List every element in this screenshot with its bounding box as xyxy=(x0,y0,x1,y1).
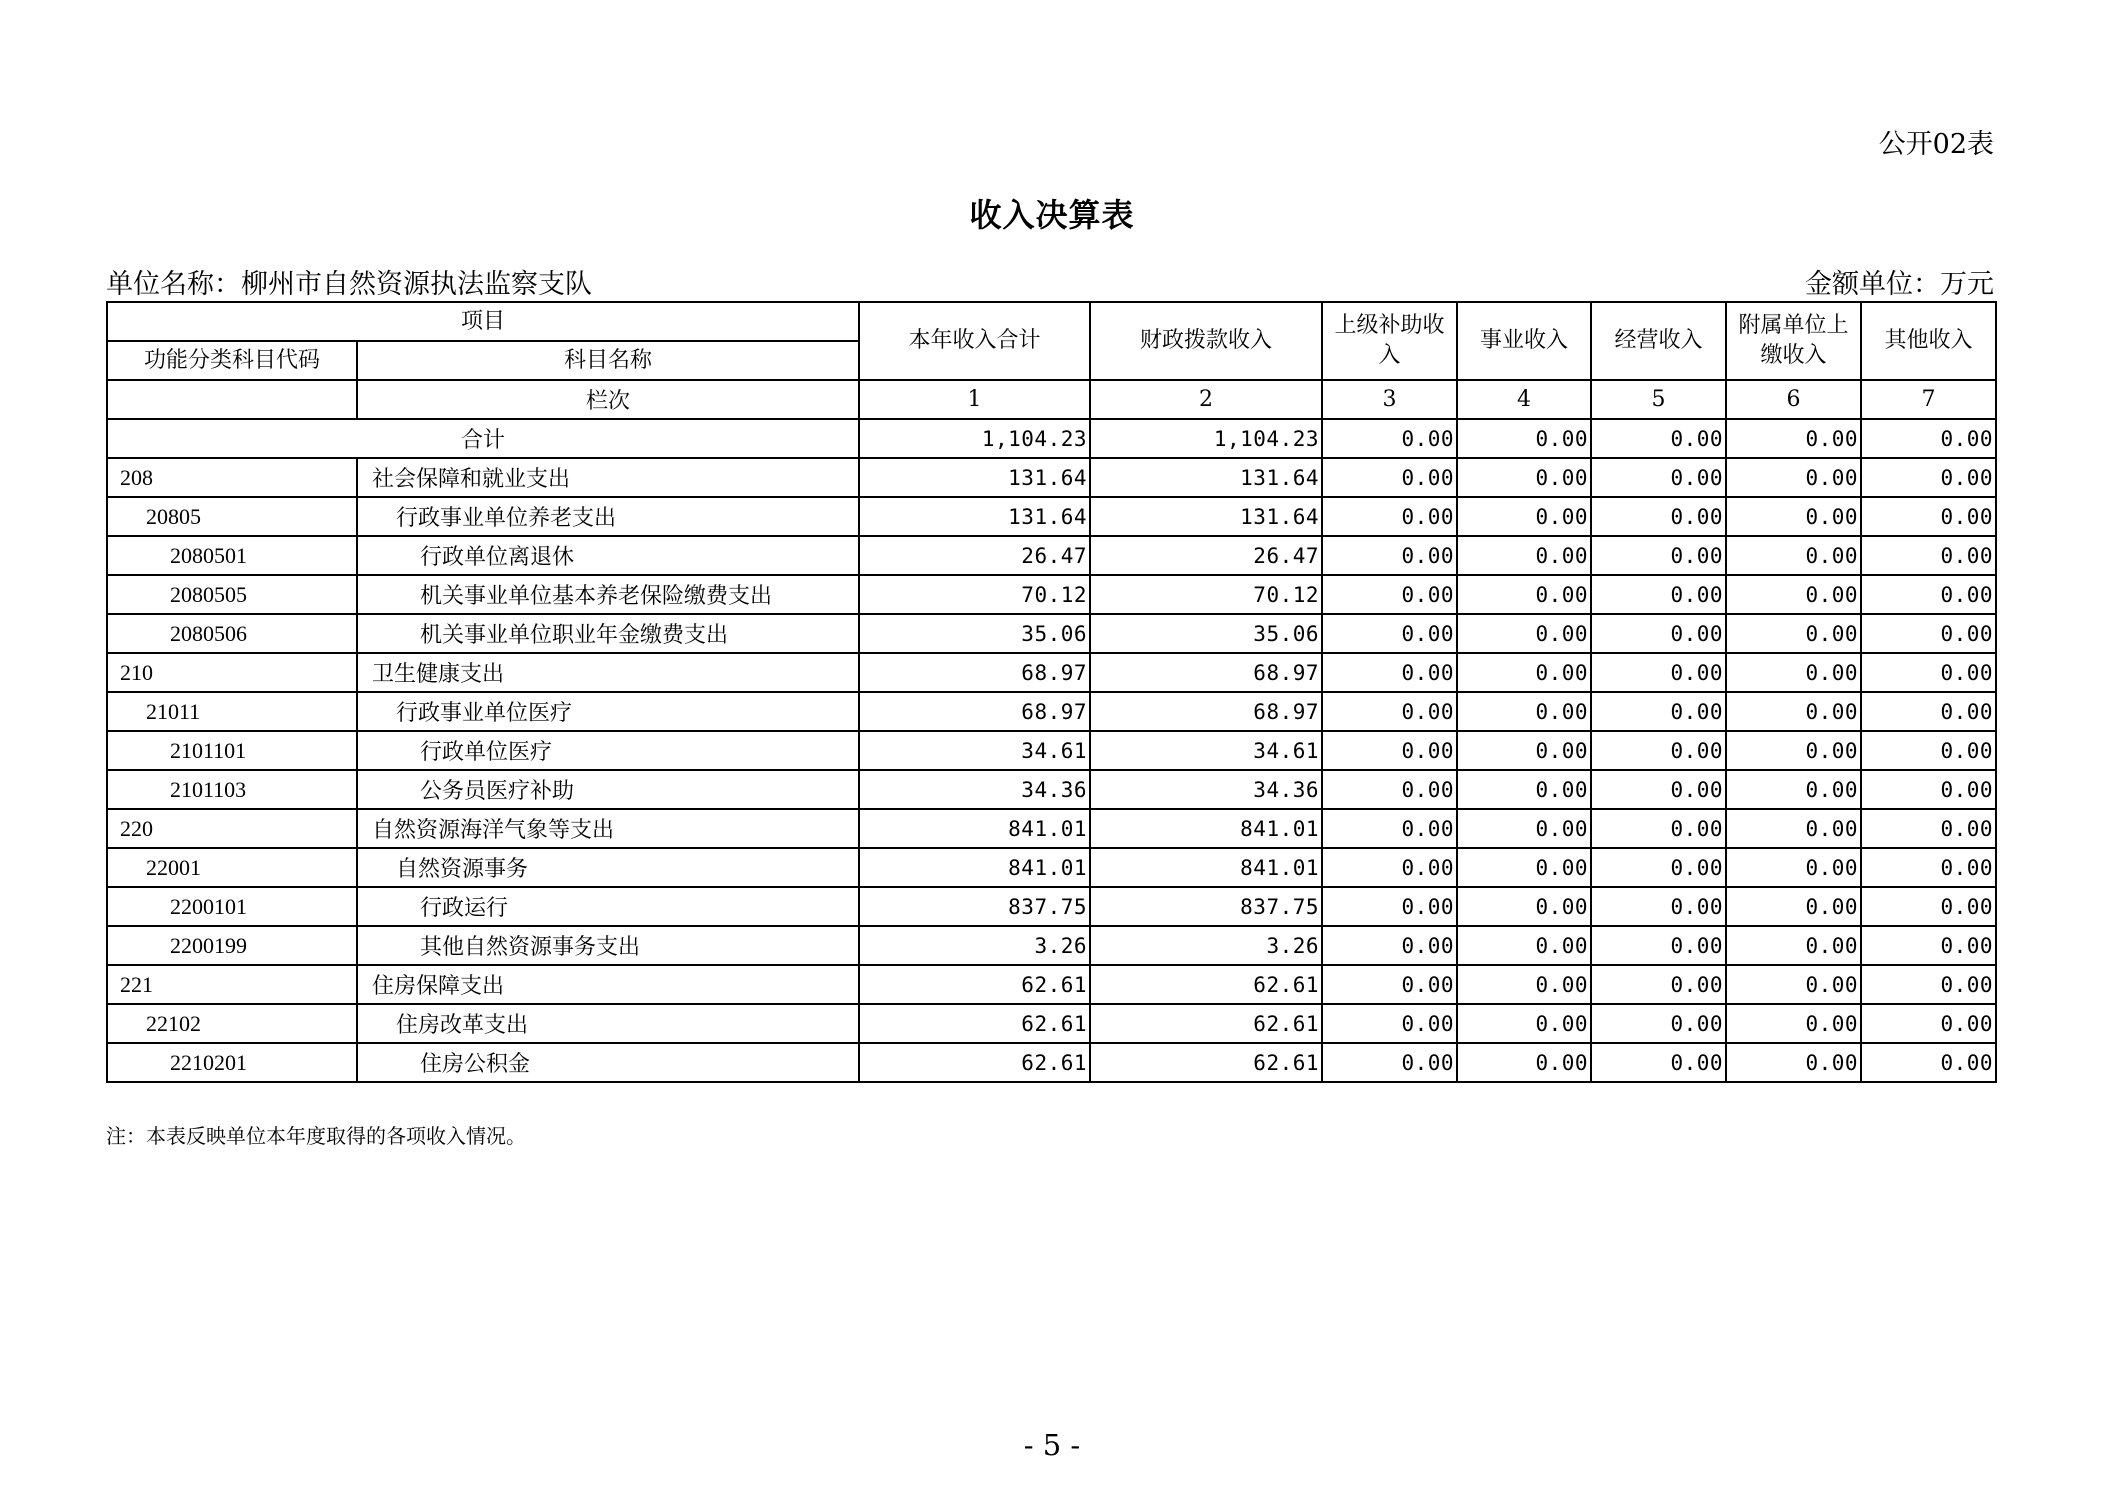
subject-code: 2101101 xyxy=(107,731,357,770)
amount-cell: 0.00 xyxy=(1591,575,1726,614)
subject-code: 22102 xyxy=(107,1004,357,1043)
amount-cell: 68.97 xyxy=(1090,653,1322,692)
header-affiliated: 附属单位上缴收入 xyxy=(1726,302,1861,380)
amount-cell: 0.00 xyxy=(1591,653,1726,692)
col-num: 2 xyxy=(1090,380,1322,419)
amount-cell: 62.61 xyxy=(859,965,1090,1004)
amount-cell: 0.00 xyxy=(1861,1043,1996,1082)
amount-cell: 0.00 xyxy=(1726,536,1861,575)
subject-code: 2080501 xyxy=(107,536,357,575)
amount-cell: 0.00 xyxy=(1726,965,1861,1004)
amount-cell: 0.00 xyxy=(1861,926,1996,965)
amount-cell: 3.26 xyxy=(1090,926,1322,965)
amount-unit: 金额单位：万元 xyxy=(1805,269,1994,300)
amount-cell: 0.00 xyxy=(1591,692,1726,731)
amount-cell: 0.00 xyxy=(1322,653,1457,692)
subject-name: 行政单位医疗 xyxy=(357,731,859,770)
amount-cell: 131.64 xyxy=(1090,497,1322,536)
col-label: 栏次 xyxy=(357,380,859,419)
amount-cell: 35.06 xyxy=(1090,614,1322,653)
amount-cell: 0.00 xyxy=(1591,458,1726,497)
amount-cell: 0.00 xyxy=(1591,848,1726,887)
col-num: 7 xyxy=(1861,380,1996,419)
amount-cell: 0.00 xyxy=(1861,770,1996,809)
subject-code: 22001 xyxy=(107,848,357,887)
amount-cell: 0.00 xyxy=(1322,536,1457,575)
amount-cell: 0.00 xyxy=(1861,965,1996,1004)
header-project: 项目 xyxy=(107,302,859,341)
amount-cell: 0.00 xyxy=(1322,887,1457,926)
table-row xyxy=(107,809,1996,848)
page-number: - 5 - xyxy=(1023,1428,1081,1462)
header-upper-subsidy: 上级补助收入 xyxy=(1322,302,1457,380)
total-value: 0.00 xyxy=(1322,419,1457,458)
amount-cell: 3.26 xyxy=(859,926,1090,965)
amount-cell: 68.97 xyxy=(859,692,1090,731)
table-row xyxy=(107,575,1996,614)
header-business: 事业收入 xyxy=(1457,302,1591,380)
amount-cell: 0.00 xyxy=(1726,614,1861,653)
table-row xyxy=(107,614,1996,653)
amount-cell: 841.01 xyxy=(1090,848,1322,887)
amount-cell: 0.00 xyxy=(1591,614,1726,653)
subject-code: 210 xyxy=(107,653,357,692)
amount-cell: 131.64 xyxy=(859,497,1090,536)
amount-cell: 0.00 xyxy=(1591,1004,1726,1043)
amount-cell: 0.00 xyxy=(1457,497,1591,536)
amount-cell: 0.00 xyxy=(1591,926,1726,965)
amount-cell: 0.00 xyxy=(1726,1004,1861,1043)
amount-cell: 0.00 xyxy=(1861,887,1996,926)
table-row xyxy=(107,770,1996,809)
subject-code: 220 xyxy=(107,809,357,848)
table-row xyxy=(107,692,1996,731)
amount-cell: 34.61 xyxy=(859,731,1090,770)
amount-cell: 0.00 xyxy=(1861,458,1996,497)
total-row xyxy=(107,419,1996,458)
subject-code: 21011 xyxy=(107,692,357,731)
subject-name: 自然资源事务 xyxy=(357,848,859,887)
table-row xyxy=(107,653,1996,692)
income-table xyxy=(106,301,1997,1083)
amount-cell: 0.00 xyxy=(1457,770,1591,809)
subject-name: 自然资源海洋气象等支出 xyxy=(357,809,859,848)
amount-cell: 62.61 xyxy=(1090,965,1322,1004)
amount-cell: 0.00 xyxy=(1726,809,1861,848)
col-num: 4 xyxy=(1457,380,1591,419)
amount-cell: 0.00 xyxy=(1726,458,1861,497)
amount-cell: 131.64 xyxy=(1090,458,1322,497)
amount-cell: 0.00 xyxy=(1322,770,1457,809)
amount-cell: 0.00 xyxy=(1726,653,1861,692)
subject-name: 机关事业单位基本养老保险缴费支出 xyxy=(357,575,859,614)
subject-code: 2101103 xyxy=(107,770,357,809)
amount-cell: 0.00 xyxy=(1591,497,1726,536)
amount-cell: 34.36 xyxy=(859,770,1090,809)
amount-cell: 70.12 xyxy=(859,575,1090,614)
amount-cell: 0.00 xyxy=(1861,614,1996,653)
amount-cell: 26.47 xyxy=(1090,536,1322,575)
amount-cell: 26.47 xyxy=(859,536,1090,575)
header-name: 科目名称 xyxy=(357,341,859,380)
table-row xyxy=(107,848,1996,887)
table-row xyxy=(107,926,1996,965)
subject-name: 行政单位离退休 xyxy=(357,536,859,575)
amount-cell: 0.00 xyxy=(1322,458,1457,497)
table-row xyxy=(107,887,1996,926)
subject-code: 2200199 xyxy=(107,926,357,965)
amount-cell: 0.00 xyxy=(1726,1043,1861,1082)
amount-cell: 0.00 xyxy=(1322,575,1457,614)
col-num: 1 xyxy=(859,380,1090,419)
subject-name: 行政事业单位医疗 xyxy=(357,692,859,731)
total-value: 0.00 xyxy=(1457,419,1591,458)
amount-cell: 0.00 xyxy=(1322,848,1457,887)
amount-cell: 0.00 xyxy=(1457,575,1591,614)
amount-cell: 0.00 xyxy=(1726,731,1861,770)
header-code: 功能分类科目代码 xyxy=(107,341,357,380)
amount-cell: 62.61 xyxy=(859,1043,1090,1082)
amount-cell: 0.00 xyxy=(1457,614,1591,653)
amount-cell: 0.00 xyxy=(1726,926,1861,965)
total-value: 1,104.23 xyxy=(1090,419,1322,458)
table-row xyxy=(107,731,1996,770)
amount-cell: 837.75 xyxy=(1090,887,1322,926)
subject-code: 2200101 xyxy=(107,887,357,926)
amount-cell: 0.00 xyxy=(1457,536,1591,575)
subject-name: 机关事业单位职业年金缴费支出 xyxy=(357,614,859,653)
subject-code: 2080506 xyxy=(107,614,357,653)
subject-code: 221 xyxy=(107,965,357,1004)
amount-cell: 841.01 xyxy=(1090,809,1322,848)
amount-cell: 0.00 xyxy=(1322,497,1457,536)
amount-cell: 0.00 xyxy=(1861,692,1996,731)
table-row xyxy=(107,458,1996,497)
subject-name: 住房改革支出 xyxy=(357,1004,859,1043)
amount-cell: 62.61 xyxy=(1090,1043,1322,1082)
amount-cell: 0.00 xyxy=(1591,536,1726,575)
amount-cell: 0.00 xyxy=(1457,653,1591,692)
amount-cell: 0.00 xyxy=(1726,848,1861,887)
unit-name: 单位名称：柳州市自然资源执法监察支队 xyxy=(106,269,592,300)
amount-cell: 0.00 xyxy=(1861,575,1996,614)
amount-cell: 0.00 xyxy=(1726,887,1861,926)
amount-cell: 0.00 xyxy=(1861,809,1996,848)
amount-cell: 34.61 xyxy=(1090,731,1322,770)
amount-cell: 68.97 xyxy=(1090,692,1322,731)
subject-name: 行政事业单位养老支出 xyxy=(357,497,859,536)
col-num: 3 xyxy=(1322,380,1457,419)
page-title: 收入决算表 xyxy=(969,196,1135,234)
amount-cell: 0.00 xyxy=(1322,965,1457,1004)
subject-code: 208 xyxy=(107,458,357,497)
amount-cell: 0.00 xyxy=(1322,926,1457,965)
amount-cell: 0.00 xyxy=(1861,731,1996,770)
subject-code: 2080505 xyxy=(107,575,357,614)
amount-cell: 131.64 xyxy=(859,458,1090,497)
amount-cell: 0.00 xyxy=(1591,887,1726,926)
amount-cell: 0.00 xyxy=(1322,1043,1457,1082)
subject-name: 公务员医疗补助 xyxy=(357,770,859,809)
amount-cell: 34.36 xyxy=(1090,770,1322,809)
amount-cell: 0.00 xyxy=(1591,1043,1726,1082)
col-num: 5 xyxy=(1591,380,1726,419)
amount-cell: 0.00 xyxy=(1322,731,1457,770)
total-value: 0.00 xyxy=(1726,419,1861,458)
col-num-blank xyxy=(107,380,357,419)
header-operating: 经营收入 xyxy=(1591,302,1726,380)
amount-cell: 62.61 xyxy=(859,1004,1090,1043)
amount-cell: 0.00 xyxy=(1322,614,1457,653)
amount-cell: 62.61 xyxy=(1090,1004,1322,1043)
amount-cell: 0.00 xyxy=(1457,458,1591,497)
amount-cell: 841.01 xyxy=(859,809,1090,848)
amount-cell: 0.00 xyxy=(1457,692,1591,731)
amount-cell: 68.97 xyxy=(859,653,1090,692)
subject-name: 行政运行 xyxy=(357,887,859,926)
amount-cell: 0.00 xyxy=(1591,731,1726,770)
amount-cell: 0.00 xyxy=(1591,809,1726,848)
amount-cell: 0.00 xyxy=(1457,1004,1591,1043)
amount-cell: 837.75 xyxy=(859,887,1090,926)
table-row xyxy=(107,1004,1996,1043)
amount-cell: 0.00 xyxy=(1457,809,1591,848)
form-number: 公开02表 xyxy=(1878,129,1994,160)
amount-cell: 0.00 xyxy=(1726,575,1861,614)
total-value: 0.00 xyxy=(1591,419,1726,458)
amount-cell: 0.00 xyxy=(1322,1004,1457,1043)
header-other: 其他收入 xyxy=(1861,302,1996,380)
table-row xyxy=(107,497,1996,536)
amount-cell: 70.12 xyxy=(1090,575,1322,614)
amount-cell: 0.00 xyxy=(1726,770,1861,809)
amount-cell: 0.00 xyxy=(1457,965,1591,1004)
amount-cell: 0.00 xyxy=(1726,497,1861,536)
amount-cell: 841.01 xyxy=(859,848,1090,887)
subject-name: 社会保障和就业支出 xyxy=(357,458,859,497)
amount-cell: 0.00 xyxy=(1457,926,1591,965)
amount-cell: 0.00 xyxy=(1457,731,1591,770)
amount-cell: 0.00 xyxy=(1861,848,1996,887)
footnote: 注：本表反映单位本年度取得的各项收入情况。 xyxy=(106,1124,526,1148)
amount-cell: 0.00 xyxy=(1861,536,1996,575)
column-number-row xyxy=(107,380,1996,419)
amount-cell: 0.00 xyxy=(1322,809,1457,848)
amount-cell: 0.00 xyxy=(1861,497,1996,536)
table-row xyxy=(107,1043,1996,1082)
subject-name: 其他自然资源事务支出 xyxy=(357,926,859,965)
subject-name: 住房公积金 xyxy=(357,1043,859,1082)
amount-cell: 0.00 xyxy=(1861,653,1996,692)
amount-cell: 0.00 xyxy=(1322,692,1457,731)
col-num: 6 xyxy=(1726,380,1861,419)
unit-line xyxy=(106,262,1994,298)
total-value: 1,104.23 xyxy=(859,419,1090,458)
amount-cell: 0.00 xyxy=(1457,887,1591,926)
subject-name: 卫生健康支出 xyxy=(357,653,859,692)
table-row xyxy=(107,965,1996,1004)
amount-cell: 0.00 xyxy=(1726,692,1861,731)
table-row xyxy=(107,536,1996,575)
amount-cell: 0.00 xyxy=(1591,770,1726,809)
total-label: 合计 xyxy=(107,419,859,458)
header-total: 本年收入合计 xyxy=(859,302,1090,380)
amount-cell: 0.00 xyxy=(1591,965,1726,1004)
total-value: 0.00 xyxy=(1861,419,1996,458)
subject-name: 住房保障支出 xyxy=(357,965,859,1004)
amount-cell: 35.06 xyxy=(859,614,1090,653)
amount-cell: 0.00 xyxy=(1457,1043,1591,1082)
amount-cell: 0.00 xyxy=(1861,1004,1996,1043)
header-fiscal: 财政拨款收入 xyxy=(1090,302,1322,380)
amount-cell: 0.00 xyxy=(1457,848,1591,887)
subject-code: 20805 xyxy=(107,497,357,536)
subject-code: 2210201 xyxy=(107,1043,357,1082)
